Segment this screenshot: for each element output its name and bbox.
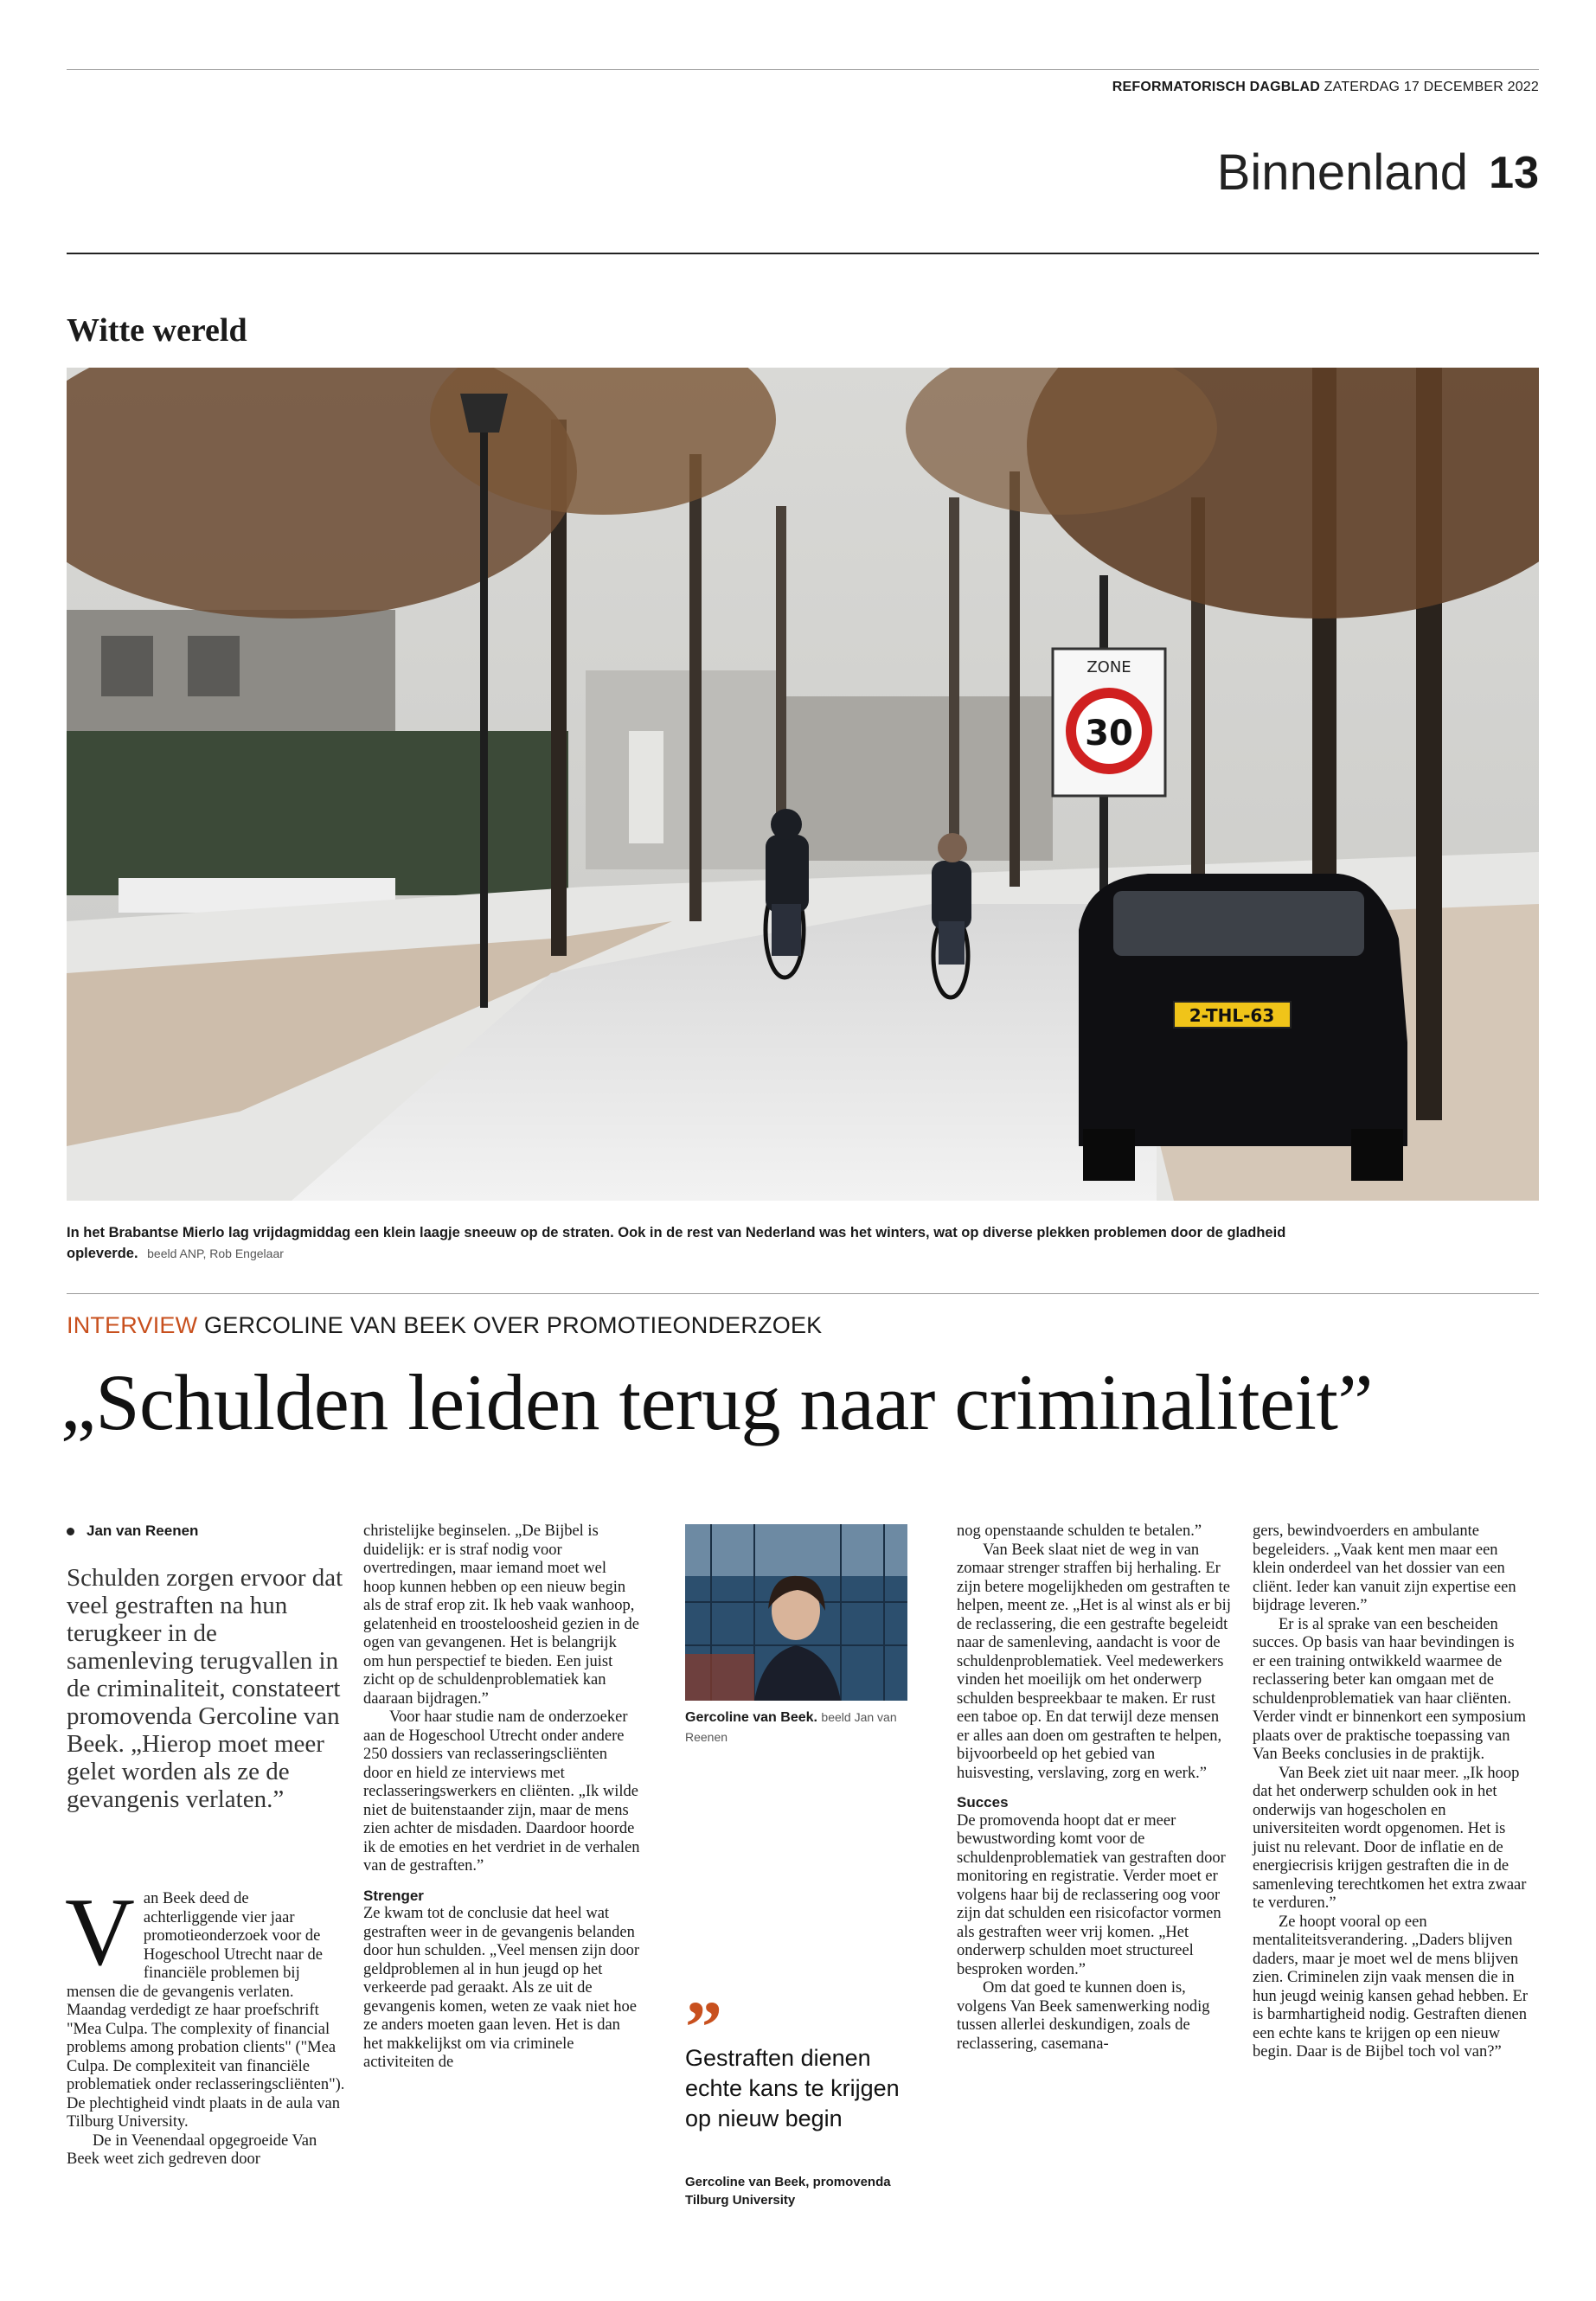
masthead xyxy=(1112,80,1539,95)
article-rule xyxy=(67,1293,1539,1294)
subhead-strenger: Strenger xyxy=(363,1887,424,1904)
caption-text: In het Brabantse Mierlo lag vrijdagmiddag een klein laagje sneeuw op de straten. Ook in de rest van Nederland was het winters, wat op diverse plekken problemen door de gladheid opleverde. xyxy=(67,1225,1286,1261)
quote-icon: ” xyxy=(685,1985,722,2068)
dropcap: V xyxy=(65,1879,135,1986)
subhead-succes: Succes xyxy=(957,1794,1009,1811)
portrait-caption-text: Gercoline van Beek. xyxy=(685,1710,817,1725)
bullet-icon xyxy=(67,1528,74,1535)
snow-street-photo xyxy=(67,368,1539,1201)
page-number: 13 xyxy=(1489,148,1539,198)
body-paragraph: christelijke beginselen. „De Bijbel is duidelijk: er is straf nodig voor overtredingen, maar iemand moet wel hoop kunnen hebben op een nieuw begin als de straf erop zit. Ik heb vaak wanhoop, gelatenheid en troosteloosheid gezien in de ogen van gevangenen. Het is belangrijk om hun perspectief te bieden. Een juist zicht op de schuldenproblematiek kan daaraan bijdragen.” xyxy=(363,1522,640,1708)
body-paragraph: nog openstaande schulden te betalen.” xyxy=(957,1522,1202,1540)
body-paragraph: Er is al sprake van een bescheiden succes. Op basis van haar bevindingen is er een training ontwikkeld waarmee de reclassering beter kan omgaan met de schuldenproblematiek van haar cliënten. Verder vindt er binnenkort een symposium plaats over de praktische toepassing van Van Beeks conclusies in de praktijk. xyxy=(1253,1615,1526,1763)
photo-caption xyxy=(67,1222,1321,1264)
body-paragraph xyxy=(65,1879,345,2132)
photo-credit: beeld ANP, Rob Engelaar xyxy=(147,1247,284,1260)
kicker xyxy=(67,1312,822,1339)
author-name: Jan van Reenen xyxy=(87,1522,199,1539)
issue-date: ZATERDAG 17 DECEMBER 2022 xyxy=(1324,80,1539,94)
column-5 xyxy=(1253,1522,1528,2062)
body-paragraph: Ze hoopt vooral op een mentaliteitsverandering. „Daders blijven daders, maar je moet wel de mens blijven zien. Criminelen zijn vaak mensen die in hun jeugd weinig kansen gehad hebben. Er is barmhartigheid nodig. Gestraften dienen een echte kans te krijgen op een nieuw begin. Daar is de Bijbel toch vol van?” xyxy=(1253,1913,1529,2061)
zone-sign-label: ZONE xyxy=(1086,658,1131,676)
body-paragraph: Van Beek ziet uit naar meer. „Ik hoop dat het onderwerp schulden ook in het onderwijs van hogescholen en universiteiten wordt opgenomen. Het is juist nu relevant. Door de inflatie en de energiecrisis krijgen gestraften die in de samenleving terechtkomen het extra zwaar te verduren.” xyxy=(1253,1764,1527,1912)
body-paragraph: Ze kwam tot de conclusie dat heel wat gestraften weer in de gevangenis belanden door hun schulden. „Veel mensen zijn door geldproblemen al in hun jeugd op het verkeerde pad geraakt. Als ze uit de gevangenis komen, weten ze vaak niet hoe ze anders moeten gaan leven. Het is dan het makkelijkst om via criminele activiteiten de xyxy=(363,1905,640,2071)
parked-car xyxy=(1079,874,1407,1181)
body-paragraph: Van Beek slaat niet de weg in van zomaar strenger straffen bij herhaling. Er zijn betere mogelijkheden om gestraften te helpen, meent ze. „Het is al winst als er bij de reclassering, die een gestrafte begeleidt naar de samenleving, aandacht is voor de schuldenproblematiek. Veel medewerkers vinden het moeilijk om het onderwerp schulden bespreekbaar te maken. Er rust een taboe op. En dat terwijl deze mensen er alles aan doen om gestraften te helpen, bijvoorbeeld op het gebied van huisvesting, verslaving, zorg en werk.” xyxy=(957,1541,1231,1782)
section-rule xyxy=(67,253,1539,254)
license-plate: 2-THL-63 xyxy=(1189,1005,1275,1026)
column-1 xyxy=(65,1879,345,2170)
pullquote: Gestraften dienen echte kans te krijgen op nieuw begin xyxy=(685,2045,900,2131)
kicker-label: INTERVIEW xyxy=(67,1312,198,1338)
column-4 xyxy=(957,1522,1234,2054)
kicker-text: GERCOLINE VAN BEEK OVER PROMOTIEONDERZOEK xyxy=(204,1312,823,1338)
body-paragraph: De promovenda hoopt dat er meer bewustwording komt voor de schuldenproblematiek van gestraften door monitoring en registratie. Verder moet er volgens haar bij de reclassering oog voor zijn dat schulden een risicofactor vormen als gestraften weer vrij komen. „Het onderwerp schulden moet structureel besproken worden.” xyxy=(957,1811,1226,1978)
portrait-caption xyxy=(685,1708,910,1747)
portrait-credit: beeld Jan van Reenen xyxy=(685,1710,897,1744)
body-text: an Beek deed de achterliggende vier jaar promotieonderzoek voor de Hogeschool Utrecht naar de financiële problemen bij mensen die de gevangenis verlaten. Maandag verdedigt ze haar proefschrift "Mea Culpa. The complexity of financial problems among probation clients" ("Mea Culpa. De complexiteit van financiële problematiek onder reclasseringscliënten"). De plechtigheid vindt plaats in de aula van Tilburg University. xyxy=(67,1890,345,2131)
portrait-photo xyxy=(685,1524,907,1701)
body-paragraph: De in Veenendaal opgegroeide Van Beek weet zich gedreven door xyxy=(67,2131,317,2168)
zone-sign-limit: 30 xyxy=(1085,714,1133,753)
byline xyxy=(67,1522,198,1540)
intro: Schulden zorgen ervoor dat veel gestraften na hun terugkeer in de samenleving terugvallen in de criminaliteit, constateert promovenda Gercoline van Beek. „Hierop moet meer gelet worden als ze de gevangenis verlaten.” xyxy=(67,1564,343,1813)
section-name: Binnenland xyxy=(1216,144,1468,201)
column-2 xyxy=(363,1522,640,2073)
pullquote-attribution: Gercoline van Beek, promovenda Tilburg University xyxy=(685,2175,891,2208)
headline: „Schulden leiden terug naar criminaliteit” xyxy=(61,1358,1373,1446)
top-rule xyxy=(67,69,1539,70)
body-paragraph: Voor haar studie nam de onderzoeker aan de Hogeschool Utrecht onder andere 250 dossiers van reclasseringscliënten door en hield ze interviews met reclasseringswerkers en cliënten. „Ik wilde niet de buitenstaander zijn, maar de mens zien achter de misdaden. Daardoor hoorde ik de emoties en het verdriet in de verhalen van de gestraften.” xyxy=(363,1708,640,1875)
paper-name: REFORMATORISCH DAGBLAD xyxy=(1112,80,1320,94)
feature-title: Witte wereld xyxy=(67,312,247,349)
body-paragraph: gers, bewindvoerders en ambulante begeleiders. „Vaak kent men maar een klein onderdeel van het dossier van een cliënt. Ieder kan vanuit zijn expertise een bijdrage leveren.” xyxy=(1253,1522,1516,1614)
body-paragraph: Om dat goed te kunnen doen is, volgens Van Beek samenwerking nodig tussen allerlei deskundigen, zoals de reclassering, casemana- xyxy=(957,1979,1210,2053)
